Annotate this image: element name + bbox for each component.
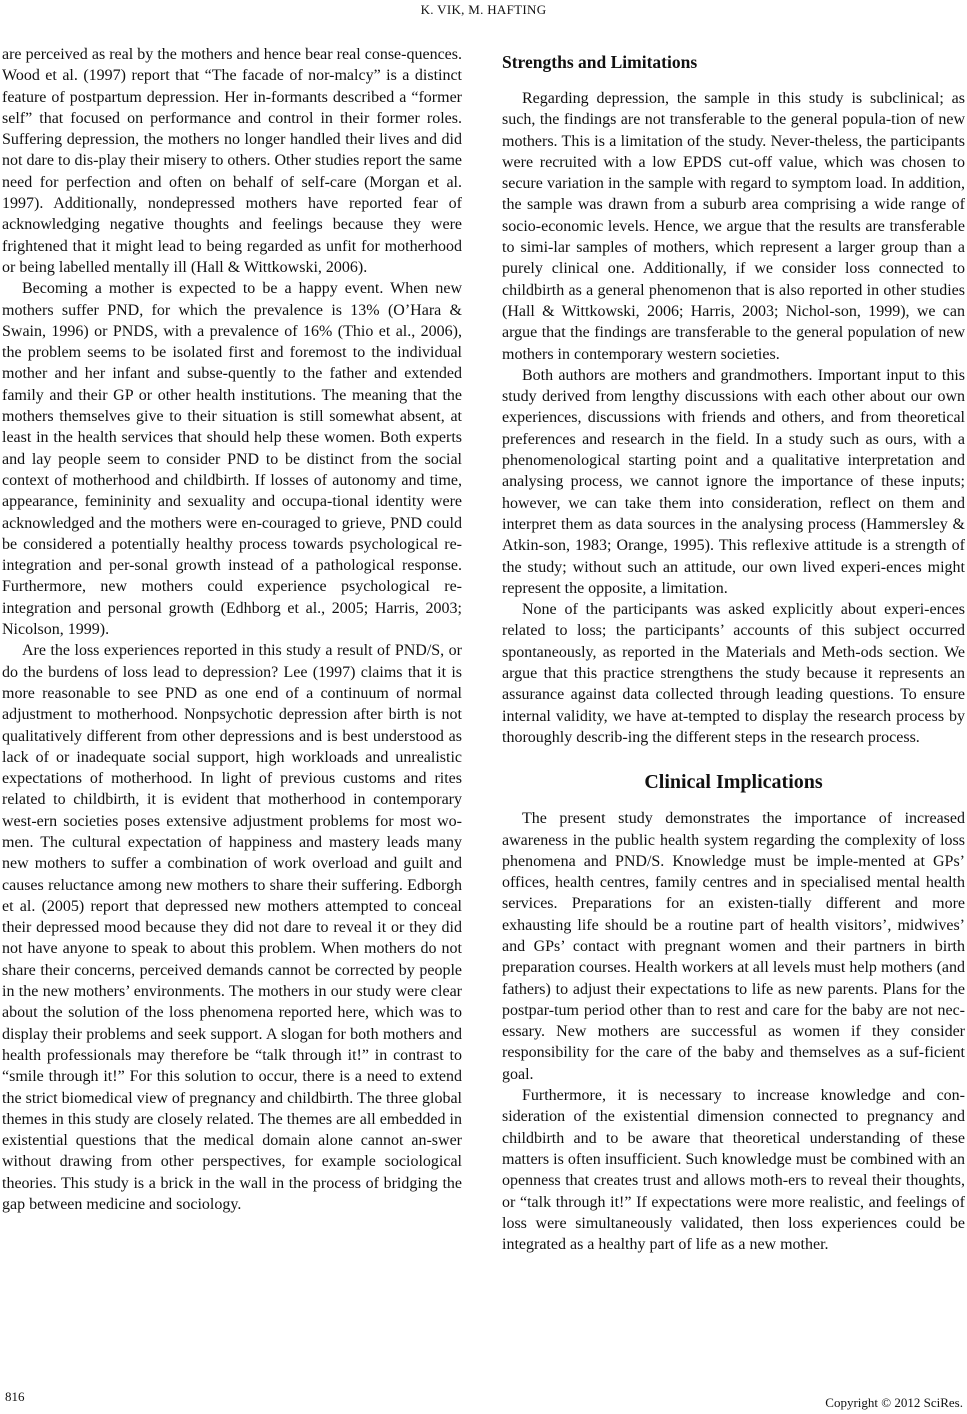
left-column <box>2 44 462 1215</box>
body-paragraph: The present study demonstrates the importance of increased awareness in the public health system regarding the complexity of loss phenomena and PND/S. Knowledge must be imple-mented at GPs’ offices, health centres, family centres and in specialised mental health services. Preparations for an existen-tially different and more exhausting life should be a routine part of health visitors’, midwives’ and GPs’ contact with pregnant women and their partners in birth preparation courses. Health workers at all levels must help mothers (and fathers) to adjust their expectations to life as new parents. Plans for the postpar-tum period other than to rest and care for the baby are not nec-essary. New mothers are successful as women if they consider responsibility for the care of the baby and themselves as a suf-ficient goal. <box>502 810 965 1083</box>
body-paragraph: are perceived as real by the mothers and hence bear real conse-quences. Wood et al. (1997) report that “The facade of nor-malcy” is a distinct feature of postpartum depression. Her in-formants described a “former self” that focused on performance and control in their former roles. Suffering depression, the mothers no longer handled their lives and did not dare to dis-play their misery to others. Other studies report the same need for perfection and often on behalf of self-care (Morgan et al. 1997). Additionally, nondepressed mothers have reported fear of acknowledging negative thoughts and feelings because they were frightened that it might lead to being regarded as unfit for motherhood or being labelled mentally ill (Hall & Wittkowski, 2006). <box>2 46 462 276</box>
body-paragraph: Both authors are mothers and grandmothers. Important input to this study derived from lengthy discussions with each other about our own experiences, discussions with friends and others, and from theoretical preferences and research in the field. In a study such as ours, with a phenomenological starting point and a qualitative interpretation and analysing process, we cannot ignore the importance of these inputs; however, we can take them into consideration, reflect on them and interpret them as data sources in the analysing process (Hammersley & Atkin-son, 1983; Orange, 1995). This reflexive attitude is a strength of the study; without such an attitude, our own lived experi-ences might represent the opposite, a limitation. <box>502 366 965 597</box>
running-header: K. VIK, M. HAFTING <box>420 2 547 17</box>
body-paragraph: Becoming a mother is expected to be a happy event. When new mothers suffer PND, for which the prevalence is 13% (O’Hara & Swain, 1996) or PNDS, with a prevalence of 16% (Thio et al., 2006), the problem seems to be isolated first and foremost to the individual mother and her infant and subse-quently to the father and extended family and their GP or other health institutions. The meaning that the mothers themselves give to their situation is still somewhat absent, at least in the health services that should help these women. Both experts and lay people seem to consider PND to be distinct from the social context of motherhood and childbirth. If losses of autonomy and time, appearance, femininity and sexuality and occupa-tional identity were acknowledged and the mothers were en-couraged to grieve, PND could be considered a potentially healthy process towards psychological re-integration and per-sonal growth instead of a pathological response. Furthermore, new mothers could experience psychological re-integration and personal growth (Edhborg et al., 2005; Harris, 2003; Nicolson, 1999). <box>2 280 462 639</box>
right-column <box>502 50 965 1255</box>
body-paragraph: Are the loss experiences reported in this study a result of PND/S, or do the burdens of loss lead to depression? Lee (1997) claims that it is more reasonable to see PND as one end of a continuum of normal adjustment to motherhood. Nonpsychotic depression after birth is not qualitatively different from other depressions and is best understood as lack of or inadequate social support, high workloads and unrealistic expectations of motherhood. In light of previous customs and rites related to childbirth, it is evident that motherhood in contemporary west-ern societies poses extensive adjustment problems for most wo-men. The cultural expectation of happiness and mastery leads many new mothers to suffer a combination of work overload and guilt and causes reluctance among new mothers to share their suffering. Edborgh et al. (2005) report that depressed new mothers attempted to conceal their depressed mood because they did not dare to reveal it or they did not have anyone to speak to about this problem. When mothers do not share their concerns, perceived demands cannot be corrected by people in the new mothers’ environments. The mothers in our study were clear about the solution of the loss phenomena reported here, which was to display their problems and seek support. A slogan for both mothers and health professionals may therefore be “talk through it!” in contrast to “smile through it!” For this solution to occur, there is a need to extend the strict biomedical view of pregnancy and childbirth. The three global themes in this study are closely related. The themes are all embedded in existential questions that the medical domain alone cannot an-swer without drawing from other perspectives, for example sociological theories. This study is a brick in the wall in the process of bridging the gap between medicine and sociology. <box>2 642 462 1214</box>
section-heading: Clinical Implications <box>644 771 823 794</box>
body-paragraph: Furthermore, it is necessary to increase knowledge and con-sideration of the existential dimension connected to pregnancy and childbirth and to be aware that theoretical understanding of these matters is often insufficient. Such knowledge must be combined with an openness that creates trust and allows moth-ers to reveal their thoughts, or “talk through it!” If expectations were more realistic, and feelings of loss were simultaneously validated, then loss experiences could be integrated as a healthy part of life as a new mother. <box>502 1087 965 1254</box>
page-number: 816 <box>5 1389 25 1404</box>
copyright-notice: Copyright © 2012 SciRes. <box>825 1395 963 1410</box>
subsection-heading: Strengths and Limitations <box>502 52 698 72</box>
body-paragraph: Regarding depression, the sample in this study is subclinical; as such, the findings are not transferable to the general popula-tion of new mothers. This is a limitation of the study. Never-theless, the participants were recruited with a low EPDS cut-off value, which was chosen to secure variation in the sample with regard to symptom load. In addition, the sample was drawn from a suburb area comprising a wide range of socio-economic levels. Hence, we argue that the results are transferable to simi-lar samples of mothers, which represent a larger group than a purely clinical one. Additionally, if we consider loss connected to childbirth as a general phenomenon that is also reported in other studies (Hall & Wittkowski, 2006; Harris, 2003; Nichol-son, 1999), we can argue that the findings are transferable to the general population of new mothers in contemporary western societies. <box>502 90 965 363</box>
body-paragraph: None of the participants was asked explicitly about experi-ences related to loss; the participants’ accounts of this subject occurred spontaneously, as reported in the Materials and Meth-ods section. We argue that this practice strengthens the study because it represents an assurance against data collected through leading questions. To ensure internal validity, we have at-tempted to display the research process by thoroughly describ-ing the different steps in the research process. <box>502 601 965 746</box>
